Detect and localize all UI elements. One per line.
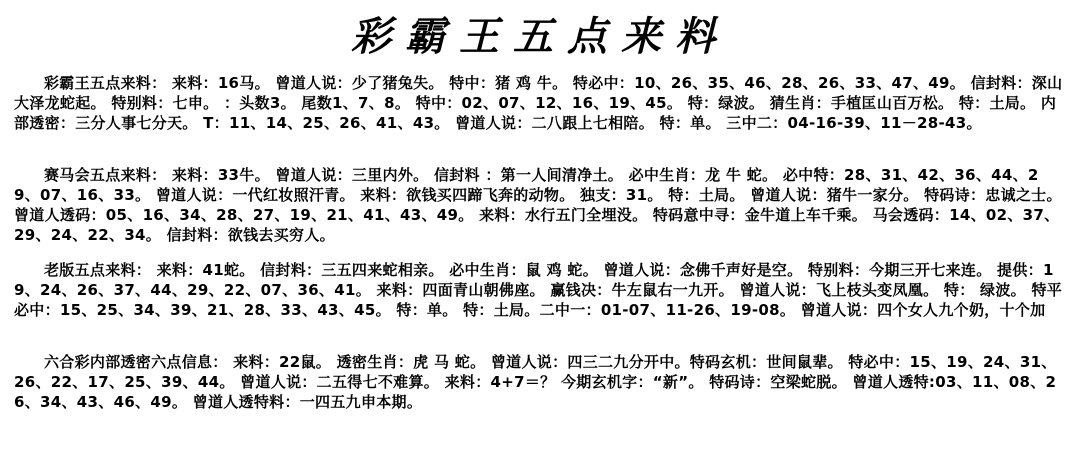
page-title: 彩霸王五点来料	[351, 13, 729, 60]
section-saimahui	[14, 165, 1064, 245]
section-text: 老版五点来料： 来料：41蛇。 信封料：三五四来蛇相亲。 必中生肖：鼠 鸡 蛇。 曾道人说：念佛千声好是空。 特别料：今期三开七来连。 提供：19、24、26、37、44、29、22、07、36、41。 来料：四面青山朝佛座。 赢钱决：牛左鼠右一九开。 曾道人说：飞上枝头变凤凰。 特： 绿波。 特平必中：15、25、34、39、21、28、33、43、45。 特：单。 特：土局。二中一：01-07、11-26、19-08。 曾道人说：四个女人九个奶，十个加	[14, 261, 1063, 319]
section-laoban	[14, 260, 1064, 320]
section-text: 六合彩内部透密六点信息： 来料：22鼠。 透密生肖：虎 马 蛇。 曾道人说：四三二九分开中。特码玄机：世间鼠辈。 特必中：15、19、24、31、26、22、17、25、39、44。 曾道人说：二五得七不难算。 来料：4+7＝？ 今期玄机字：“新”。 特码诗：空梁蛇脱。 曾道人透特:03、11、08、26、34、43、46、49。 曾道人透特料：一四五九申本期。	[14, 353, 1057, 411]
section-liuhecai	[14, 352, 1064, 412]
section-caibawang	[14, 73, 1064, 133]
section-text: 赛马会五点来料： 来料：33牛。 曾道人说：三里内外。 信封料 ：第一人间清净土。 必中生肖：龙 牛 蛇。 必中特：28、31、42、36、44、29、07、16、33。 曾道人说：一代红妆照汗青。 来料：欲钱买四蹄飞奔的动物。 独支：31。 特：土局。 曾道人说：猪牛一家分。 特码诗：忠诚之士。 曾道人透码：05、16、34、28、27、19、21、41、43、49。 来料：水行五门全埋没。 特码意中寻：金牛道上车千乘。 马会透码：14、02、37、29、24、22、34。 信封料：欲钱去买穷人。	[14, 166, 1062, 244]
section-text: 彩霸王五点来料： 来料：16马。 曾道人说：少了猪兔失。 特中：猪 鸡 牛。 特必中：10、26、35、46、28、26、33、47、49。 信封料：深山大泽龙蛇起。 特别料：七申。 ：头数3。 尾数1、7、8。 特中：02、07、12、16、19、45。 特：绿波。 猜生肖：手植匡山百万松。 特：土局。 内部透密：三分人事七分天。 T：11、14、25、26、41、43。 曾道人说：二八跟上七相陪。 特：单。 三中二：04-16-39、11－28-43。	[14, 74, 1063, 132]
